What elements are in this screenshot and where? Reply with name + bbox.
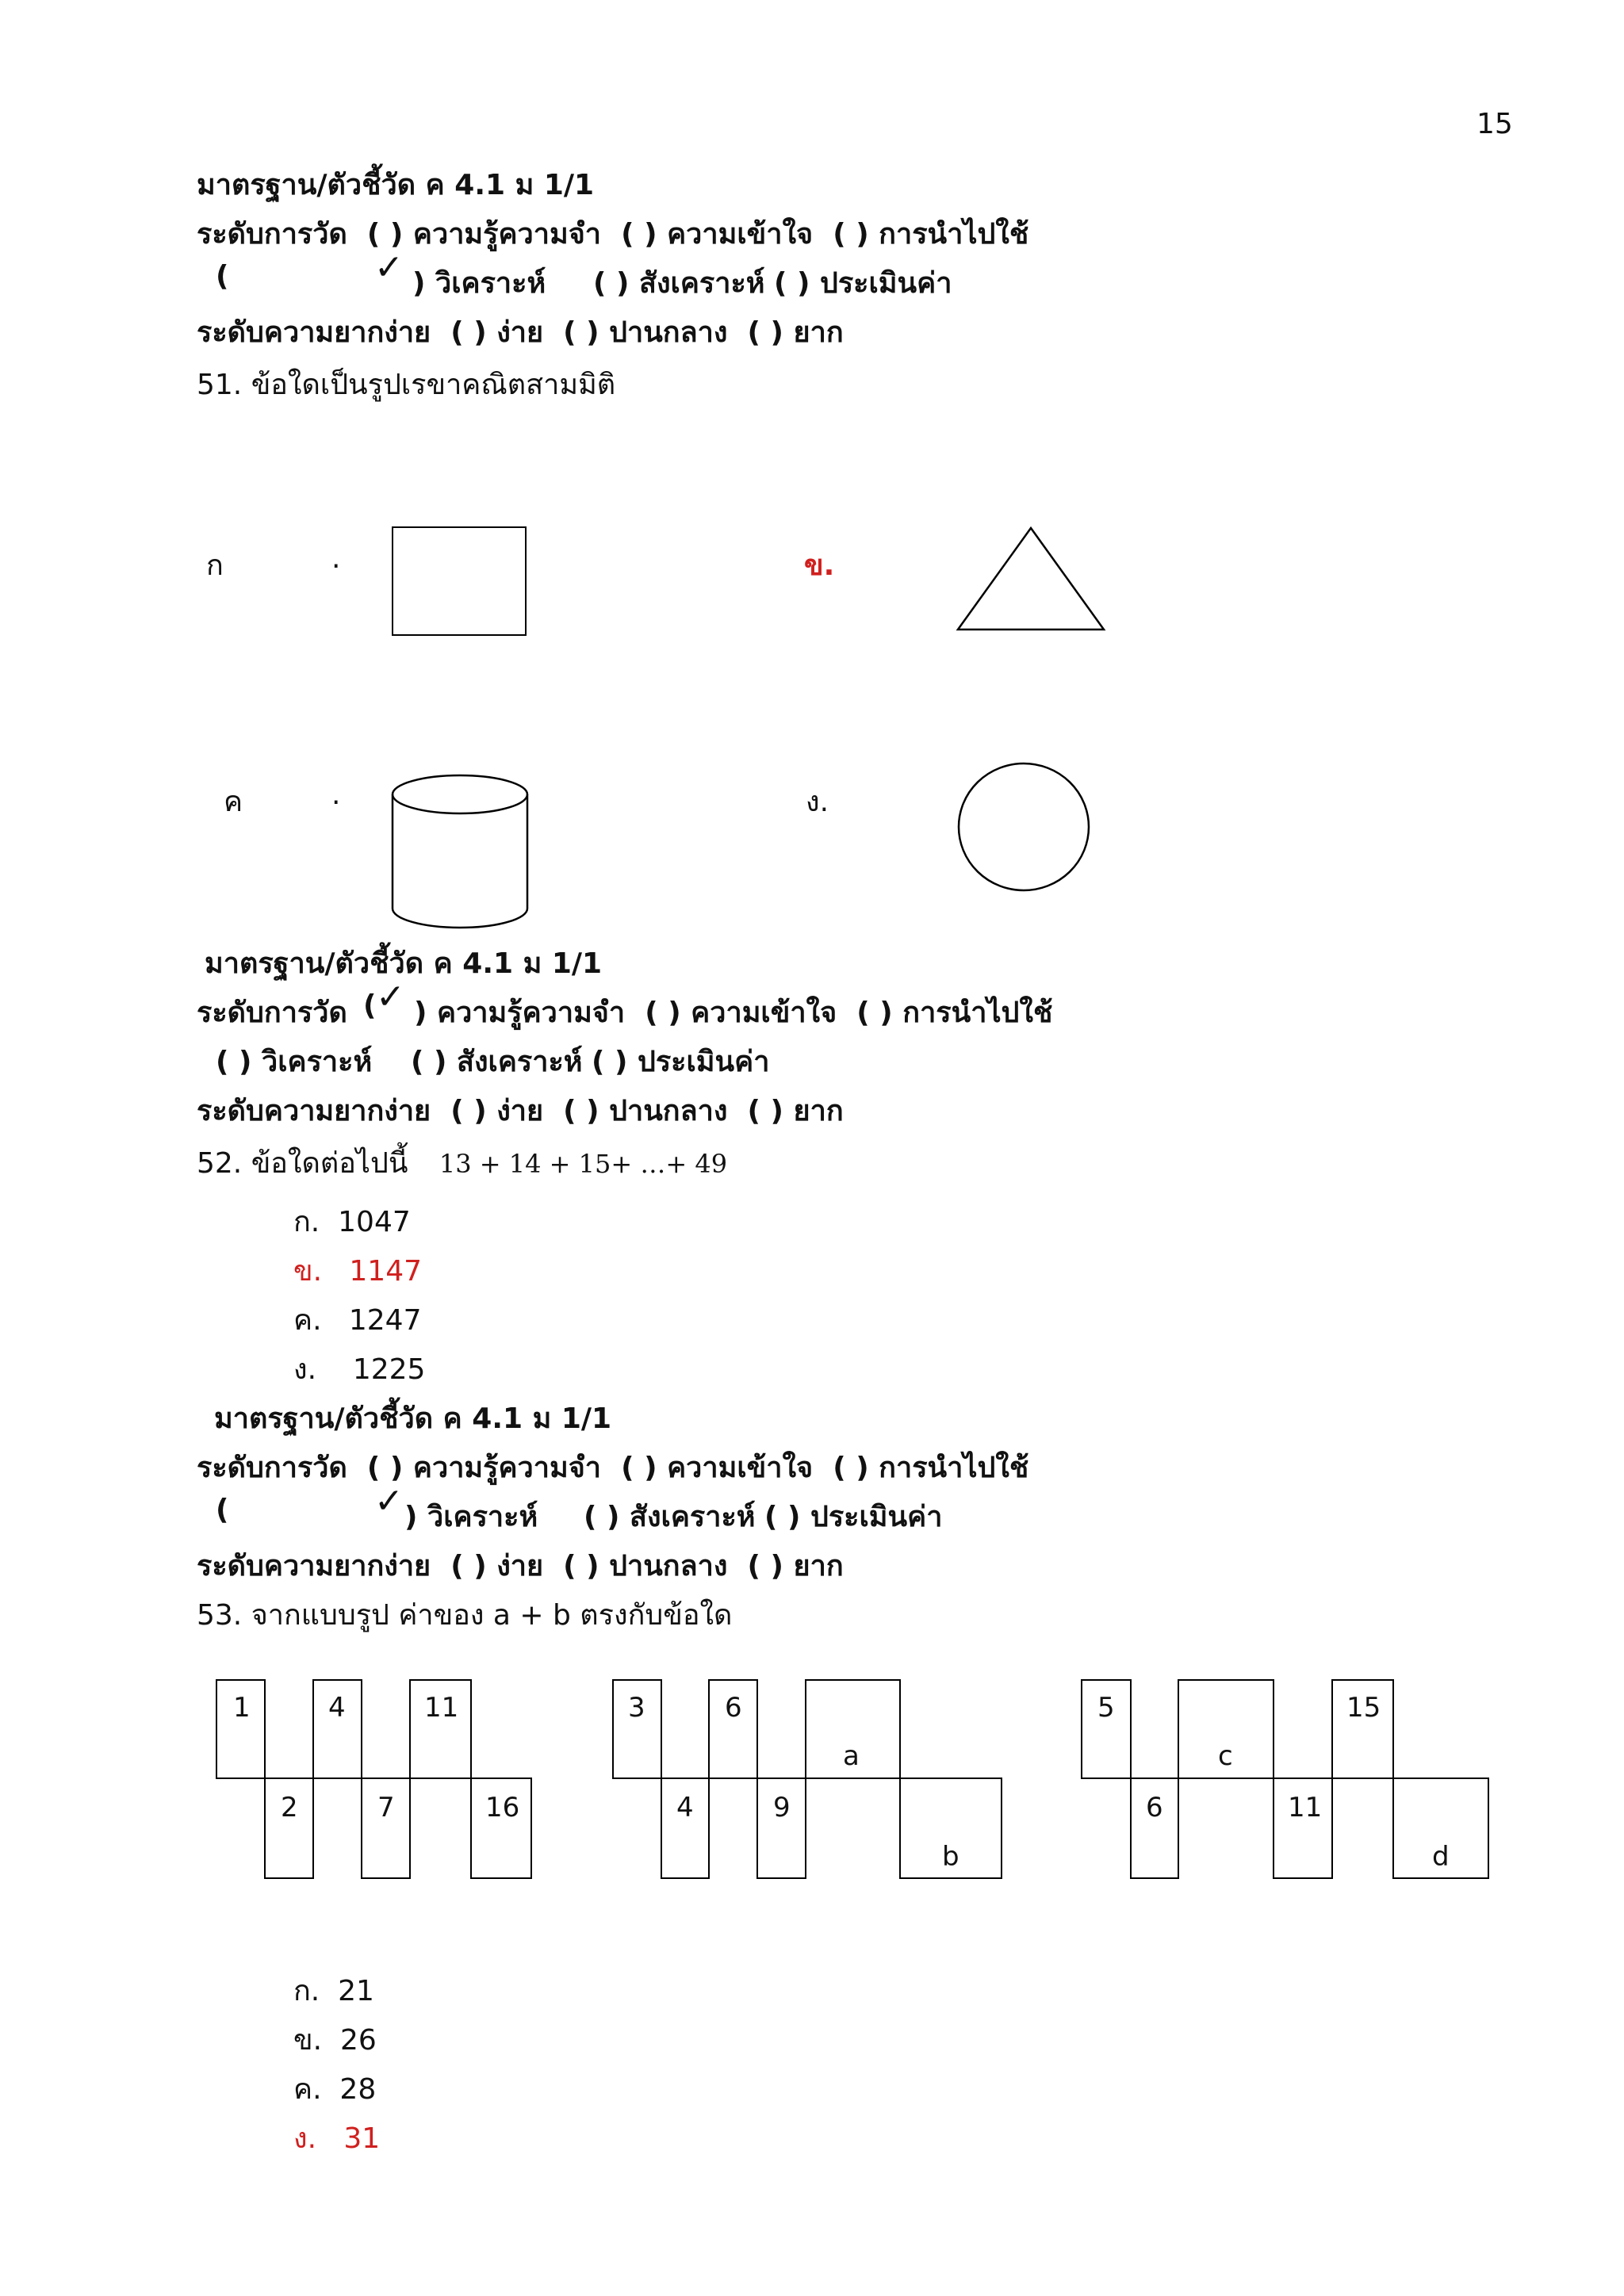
q53-choice-a	[293, 1968, 374, 2013]
pattern-value: 15	[1346, 1692, 1381, 1724]
choice-label: ข.	[293, 1255, 323, 1288]
choice-value: 28	[339, 2073, 377, 2106]
medium-option: ( ) ปานกลาง	[563, 1550, 728, 1582]
pattern-value: 5	[1097, 1692, 1115, 1724]
evaluate-option-2: ( ) ประเมินค่า	[592, 1046, 770, 1078]
pattern-value: 11	[1288, 1792, 1323, 1823]
choice-label: ก.	[293, 1975, 320, 2007]
pattern-value: 3	[628, 1692, 645, 1724]
pattern-value: a	[843, 1740, 860, 1772]
question-52-text: 52. ข้อใดต่อไปนี้	[197, 1147, 408, 1180]
q53-choice-c	[293, 2066, 376, 2111]
page-number: 15	[1477, 108, 1513, 140]
choice-value: 1047	[338, 1206, 411, 1238]
easy-option: ( ) ง่าย	[450, 1550, 544, 1582]
synthesize-option-3: ( ) สังเคราะห์	[584, 1501, 756, 1533]
choice-label: ค.	[293, 1304, 322, 1337]
q53-choice-b	[293, 2017, 377, 2062]
choice-label: ข.	[293, 2024, 323, 2057]
analyze-option-2: ( ) วิเคราะห์	[216, 1046, 373, 1078]
choice-dot-c: .	[331, 779, 341, 811]
pattern-value: 11	[424, 1692, 459, 1724]
choice-label: ง.	[293, 1353, 317, 1386]
medium-option: ( ) ปานกลาง	[563, 1095, 728, 1127]
checkmark-icon: ✓	[374, 1481, 404, 1521]
q52-choice-d	[293, 1346, 425, 1391]
evaluate-option: ( ) ประเมินค่า	[774, 267, 952, 300]
apply-option: ( ) การนำไปใช้	[856, 997, 1053, 1029]
difficulty-row-1	[197, 309, 844, 354]
pattern-value: c	[1218, 1740, 1233, 1772]
understand-option: ( ) ความเข้าใจ	[645, 997, 837, 1029]
analyze-option-3: ) วิเคราะห์	[404, 1501, 538, 1533]
choice-value: 1147	[349, 1255, 423, 1288]
standard-indicator-2: มาตรฐาน/ตัวชี้วัด ค 4.1 ม 1/1	[205, 947, 603, 980]
circle-shape	[956, 761, 1091, 893]
evaluate-option-3: ( ) ประเมินค่า	[764, 1501, 943, 1533]
hard-option: ( ) ยาก	[747, 316, 844, 349]
measure-level-label: ระดับการวัด	[197, 1452, 347, 1484]
choice-label-b: ข.	[804, 549, 835, 582]
synthesize-option-2: ( ) สังเคราะห์	[411, 1046, 583, 1078]
choice-label-d: ง.	[806, 786, 829, 818]
pattern-value: 9	[773, 1792, 791, 1823]
understand-option: ( ) ความเข้าใจ	[621, 1452, 814, 1484]
choice-value: 26	[339, 2024, 377, 2057]
difficulty-row-3	[197, 1543, 844, 1588]
choice-label: ค.	[293, 2073, 322, 2106]
difficulty-label: ระดับความยากง่าย	[197, 1550, 431, 1582]
pattern-value: 4	[676, 1792, 694, 1823]
standard-indicator-1: มาตรฐาน/ตัวชี้วัด ค 4.1 ม 1/1	[197, 169, 595, 201]
analyze-option: ) วิเคราะห์	[412, 267, 546, 300]
pattern-value: 6	[1146, 1792, 1163, 1823]
recall-level-row-2	[414, 989, 1052, 1035]
easy-option: ( ) ง่าย	[450, 1095, 544, 1127]
recall-option: ) ความรู้ความจำ	[414, 997, 626, 1029]
apply-option: ( ) การนำไปใช้	[833, 1452, 1029, 1484]
pattern-value: 2	[281, 1792, 298, 1823]
recall-option: ( ) ความรู้ความจำ	[366, 1452, 602, 1484]
question-52	[197, 1140, 727, 1185]
q52-choice-c	[293, 1297, 422, 1342]
choice-value: 1225	[352, 1353, 426, 1386]
pattern-value: 1	[233, 1692, 251, 1724]
hard-option: ( ) ยาก	[747, 1550, 844, 1582]
measure-level-row-3	[197, 1445, 1028, 1490]
medium-option: ( ) ปานกลาง	[563, 316, 728, 349]
pattern-value: 4	[328, 1692, 346, 1724]
choice-dot-a: .	[331, 542, 341, 575]
choice-label-c: ค	[224, 786, 243, 818]
pattern-value: 6	[725, 1692, 742, 1724]
pattern-value: 16	[485, 1792, 520, 1823]
synthesize-option: ( ) สังเคราะห์	[593, 267, 765, 300]
measure-level-row-1	[197, 211, 1028, 256]
analyze-open-paren-3: (	[216, 1494, 229, 1526]
q52-choice-a	[293, 1199, 411, 1244]
q53-choice-d	[293, 2115, 380, 2160]
choice-value: 21	[338, 1975, 374, 2007]
checkmark-icon: ✓	[374, 247, 404, 288]
q52-choice-b	[293, 1248, 422, 1293]
easy-option: ( ) ง่าย	[450, 316, 544, 349]
understand-option: ( ) ความเข้าใจ	[621, 218, 814, 251]
square-shape	[392, 526, 527, 636]
analyze-open-paren: (	[216, 260, 229, 293]
triangle-shape	[956, 526, 1105, 631]
difficulty-label: ระดับความยากง่าย	[197, 316, 431, 349]
pattern-value: 7	[377, 1792, 395, 1823]
difficulty-label: ระดับความยากง่าย	[197, 1095, 431, 1127]
pattern-value: d	[1432, 1841, 1450, 1873]
recall-open-paren-2: (	[363, 989, 377, 1022]
standard-indicator-3: มาตรฐาน/ตัวชี้วัด ค 4.1 ม 1/1	[214, 1402, 612, 1435]
apply-option: ( ) การนำไปใช้	[833, 218, 1029, 251]
difficulty-row-2	[197, 1088, 844, 1133]
question-52-expression: 13 + 14 + 15+ …+ 49	[439, 1149, 728, 1179]
choice-label: ง.	[293, 2122, 317, 2155]
hard-option: ( ) ยาก	[747, 1095, 844, 1127]
choice-label-a: ก	[206, 549, 224, 582]
choice-value: 31	[343, 2122, 381, 2155]
cylinder-shape	[390, 772, 530, 931]
checkmark-icon: ✓	[376, 977, 405, 1017]
question-51: 51. ข้อใดเป็นรูปเรขาคณิตสามมิติ	[197, 369, 616, 401]
recall-option: ( ) ความรู้ความจำ	[366, 218, 602, 251]
choice-value: 1247	[348, 1304, 422, 1337]
choice-label: ก.	[293, 1206, 320, 1238]
pattern-value: b	[942, 1841, 959, 1873]
question-53: 53. จากแบบรูป ค่าของ a + b ตรงกับข้อใด	[197, 1599, 733, 1632]
measure-level-label-2: ระดับการวัด	[197, 997, 347, 1029]
measure-level-label: ระดับการวัด	[197, 218, 347, 251]
